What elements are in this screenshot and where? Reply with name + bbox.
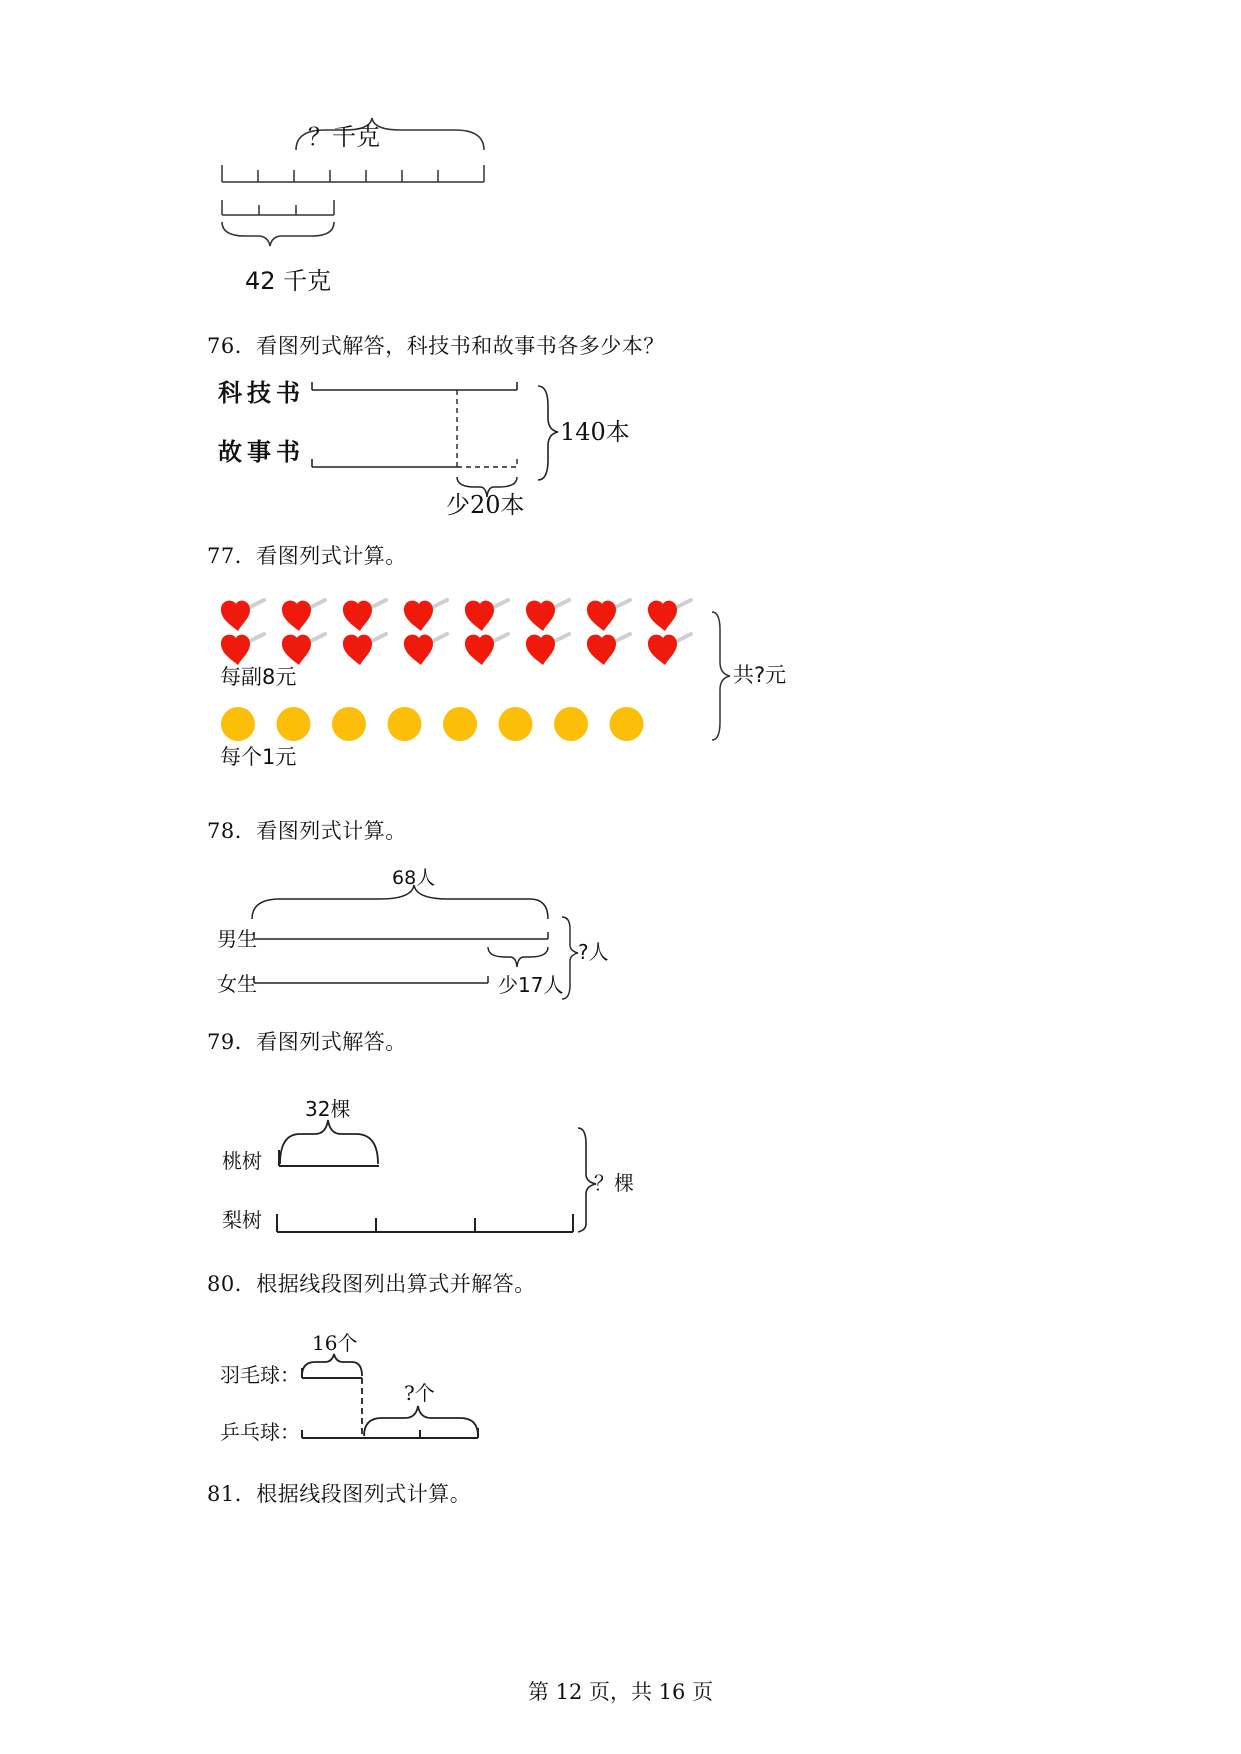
question-78: 78．看图列式计算。 (207, 819, 407, 843)
question-81: 81．根据线段图列式计算。 (207, 1482, 472, 1506)
coin-icon (499, 707, 533, 741)
figure-75-segment-diagram (0, 0, 600, 300)
fig75-top-label: ？千克 (308, 123, 380, 151)
figure-78-segment-diagram (0, 855, 700, 1015)
question-80: 80．根据线段图列出算式并解答。 (207, 1272, 536, 1296)
heart-icon (465, 600, 508, 631)
fig75-bottom-label: 42 千克 (245, 267, 332, 295)
fig78-total-label: ?人 (578, 940, 609, 964)
fig77-row2-label: 每个1元 (220, 745, 297, 769)
coin-icon (610, 707, 644, 741)
heart-icon (587, 600, 630, 631)
fig80-label-badminton: 羽毛球： (220, 1363, 300, 1387)
heart-icon (465, 634, 508, 665)
heart-icon (404, 600, 447, 631)
figure-77-pictures (0, 580, 820, 780)
fig76-label-story-books: 故事书 (218, 438, 305, 466)
heart-icon (526, 634, 569, 665)
fig76-label-science-books: 科技书 (218, 379, 305, 407)
heart-icon (648, 634, 691, 665)
coin-icon (388, 707, 422, 741)
figure-80-segment-diagram (0, 1320, 700, 1460)
coin-icon (277, 707, 311, 741)
fig77-row1-label: 每副8元 (220, 665, 297, 689)
figure-76-segment-diagram (0, 360, 700, 530)
figure-79-segment-diagram (0, 1080, 700, 1250)
heart-icon (343, 634, 386, 665)
fig76-total-label: 140本 (560, 418, 630, 446)
page-footer: 第 12 页，共 16 页 (527, 1680, 714, 1704)
coin-icon (443, 707, 477, 741)
fig78-label-boys: 男生 (217, 927, 257, 951)
heart-icon (587, 634, 630, 665)
coin-icon (554, 707, 588, 741)
fig80-top-label: 16个 (312, 1331, 358, 1355)
heart-icon (282, 600, 325, 631)
fig80-label-ping-pong: 乒乓球： (220, 1420, 300, 1444)
fig78-difference-label: 少17人 (498, 973, 564, 997)
heart-icon (343, 600, 386, 631)
heart-icon (526, 600, 569, 631)
fig78-label-girls: 女生 (217, 972, 257, 996)
coin-icon (332, 707, 366, 741)
fig78-top-label: 68人 (392, 867, 436, 889)
question-77: 77．看图列式计算。 (207, 544, 407, 568)
fig76-difference-label: 少20本 (446, 491, 525, 519)
fig77-total-label: 共?元 (733, 663, 787, 687)
fig80-right-label: ?个 (404, 1381, 435, 1405)
heart-icon (404, 634, 447, 665)
heart-icon (221, 634, 264, 665)
heart-icon (221, 600, 264, 631)
coin-icon (221, 707, 255, 741)
fig79-label-pear-trees: 梨树 (222, 1208, 262, 1232)
question-76: 76．看图列式解答，科技书和故事书各多少本？ (207, 334, 665, 358)
fig79-top-label: 32棵 (305, 1097, 351, 1121)
question-79: 79．看图列式解答。 (207, 1030, 407, 1054)
fig79-total-label: ？棵 (594, 1171, 634, 1195)
fig79-label-peach-trees: 桃树 (222, 1149, 262, 1173)
heart-icon (282, 634, 325, 665)
heart-icon (648, 600, 691, 631)
